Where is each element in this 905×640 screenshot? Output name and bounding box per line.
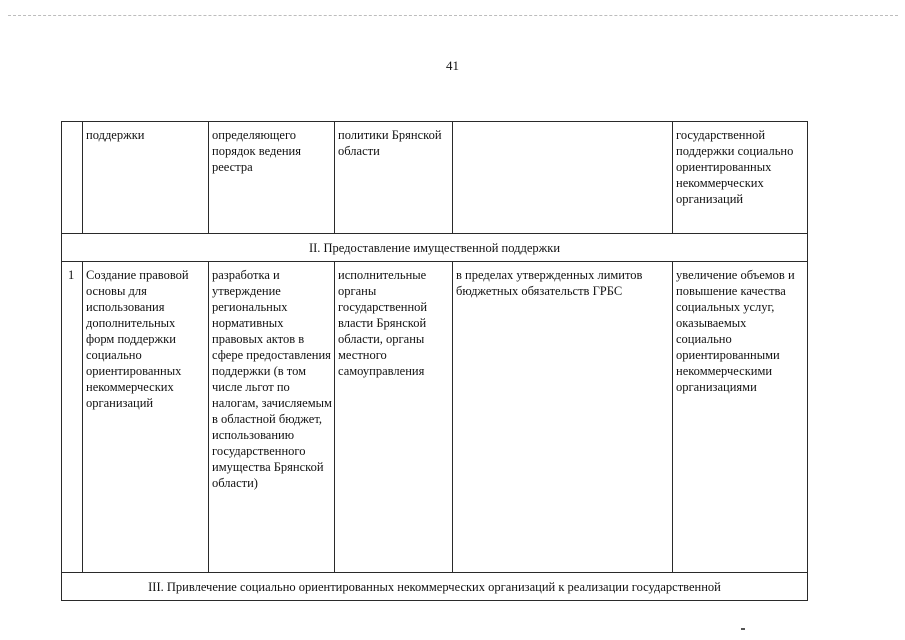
scan-artifact-line (8, 15, 898, 16)
cell-result: государственной поддержки социально ориентированных некоммерческих организаций (673, 122, 808, 234)
cell-funding: в пределах утвержденных лимитов бюджетных обязательств ГРБС (453, 262, 673, 573)
table-row (62, 122, 808, 234)
cell-content: определяющего порядок ведения реестра (209, 122, 335, 234)
section-row (62, 573, 808, 601)
table-row (62, 262, 808, 573)
cell-content: разработка и утверждение региональных нормативных правовых актов в сфере предоставления поддержки (в том числе льгот по налогам, зачисляемым в областной бюджет, использованию государственного имущества Брянской области) (209, 262, 335, 573)
cell-number (62, 122, 83, 234)
cell-measure: Создание правовой основы для использования дополнительных форм поддержки социально ориентированных некоммерческих организаций (83, 262, 209, 573)
cell-executor: исполнительные органы государственной власти Брянской области, органы местного самоуправления (335, 262, 453, 573)
cell-result: увеличение объемов и повышение качества социальных услуг, оказываемых социально ориентированными некоммерческими организациями (673, 262, 808, 573)
section-row (62, 234, 808, 262)
cell-measure: поддержки (83, 122, 209, 234)
measures-table (61, 121, 808, 601)
cell-funding (453, 122, 673, 234)
section-heading-2: II. Предоставление имущественной поддержки (62, 234, 808, 262)
scan-speck (741, 628, 745, 630)
cell-executor: политики Брянской области (335, 122, 453, 234)
cell-number: 1 (62, 262, 83, 573)
section-heading-3: III. Привлечение социально ориентированных некоммерческих организаций к реализации государственной (62, 573, 808, 601)
page-number: 41 (446, 58, 459, 73)
